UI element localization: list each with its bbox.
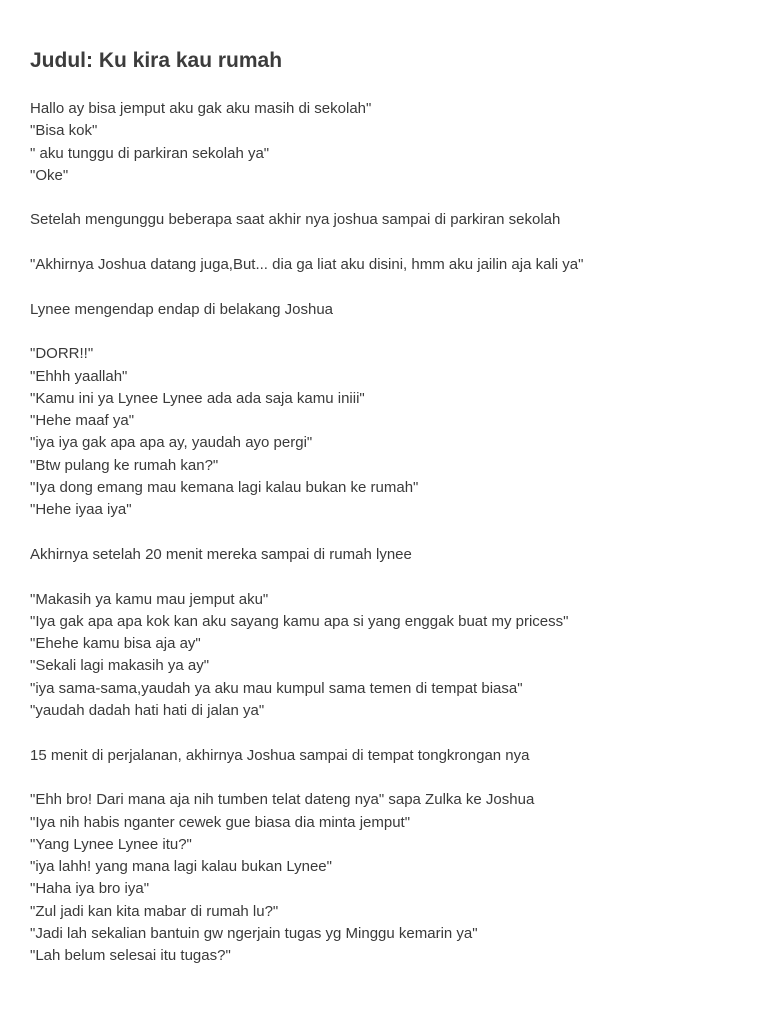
text-line: "DORR!!": [30, 345, 94, 363]
paragraph-spacer: [30, 321, 750, 343]
text-line: "Akhirnya Joshua datang juga,But... dia ga liat aku disini, hmm aku jailin aja kali ya": [30, 256, 584, 274]
text-line: "Hehe maaf ya": [30, 412, 135, 430]
text-line: Akhirnya setelah 20 menit mereka sampai di rumah lynee: [30, 545, 412, 563]
text-line: "iya lahh! yang mana lagi kalau bukan Lynee": [30, 858, 332, 876]
text-line: "Lah belum selesai itu tugas?": [30, 947, 231, 965]
text-line: "Oke": [30, 166, 69, 184]
text-line: "Haha iya bro iya": [30, 880, 150, 898]
paragraph-spacer: [30, 276, 750, 298]
text-line: "Sekali lagi makasih ya ay": [30, 657, 210, 675]
paragraph-spacer: [30, 522, 750, 544]
document-body: [30, 98, 750, 968]
text-line: "Yang Lynee Lynee itu?": [30, 835, 192, 853]
text-line: "Btw pulang ke rumah kan?": [30, 456, 219, 474]
text-line: "Ehh bro! Dari mana aja nih tumben telat dateng nya" sapa Zulka ke Joshua: [30, 791, 535, 809]
text-line: "Makasih ya kamu mau jemput aku": [30, 590, 269, 608]
paragraph-spacer: [30, 767, 750, 789]
paragraph-spacer: [30, 722, 750, 744]
text-line: "iya iya gak apa apa ay, yaudah ayo pergi": [30, 434, 313, 452]
text-line: "Iya nih habis nganter cewek gue biasa dia minta jemput": [30, 813, 411, 831]
text-line: " aku tunggu di parkiran sekolah ya": [30, 144, 270, 162]
text-line: "Jadi lah sekalian bantuin gw ngerjain tugas yg Minggu kemarin ya": [30, 924, 478, 942]
text-line: "Iya dong emang mau kemana lagi kalau bukan ke rumah": [30, 479, 419, 497]
text-line: "Bisa kok": [30, 122, 98, 140]
document-title: Judul: Ku kira kau rumah: [30, 49, 283, 72]
text-line: "Zul jadi kan kita mabar di rumah lu?": [30, 902, 279, 920]
paragraph-spacer: [30, 566, 750, 588]
text-line: "Iya gak apa apa kok kan aku sayang kamu apa si yang enggak buat my pricess": [30, 612, 569, 630]
text-line: "Ehhh yaallah": [30, 367, 128, 385]
text-line: "yaudah dadah hati hati di jalan ya": [30, 702, 265, 720]
paragraph-spacer: [30, 187, 750, 209]
text-line: "Kamu ini ya Lynee Lynee ada ada saja kamu iniii": [30, 389, 365, 407]
text-line: 15 menit di perjalanan, akhirnya Joshua sampai di tempat tongkrongan nya: [30, 746, 530, 764]
text-line: "Ehehe kamu bisa aja ay": [30, 635, 201, 653]
document-page: [30, 46, 750, 968]
paragraph-spacer: [30, 232, 750, 254]
text-line: "Hehe iyaa iya": [30, 501, 132, 519]
text-line: Hallo ay bisa jemput aku gak aku masih di sekolah": [30, 100, 372, 117]
text-line: "iya sama-sama,yaudah ya aku mau kumpul sama temen di tempat biasa": [30, 679, 523, 697]
text-line: Setelah mengunggu beberapa saat akhir nya joshua sampai di parkiran sekolah: [30, 211, 561, 229]
text-line: Lynee mengendap endap di belakang Joshua: [30, 300, 334, 318]
